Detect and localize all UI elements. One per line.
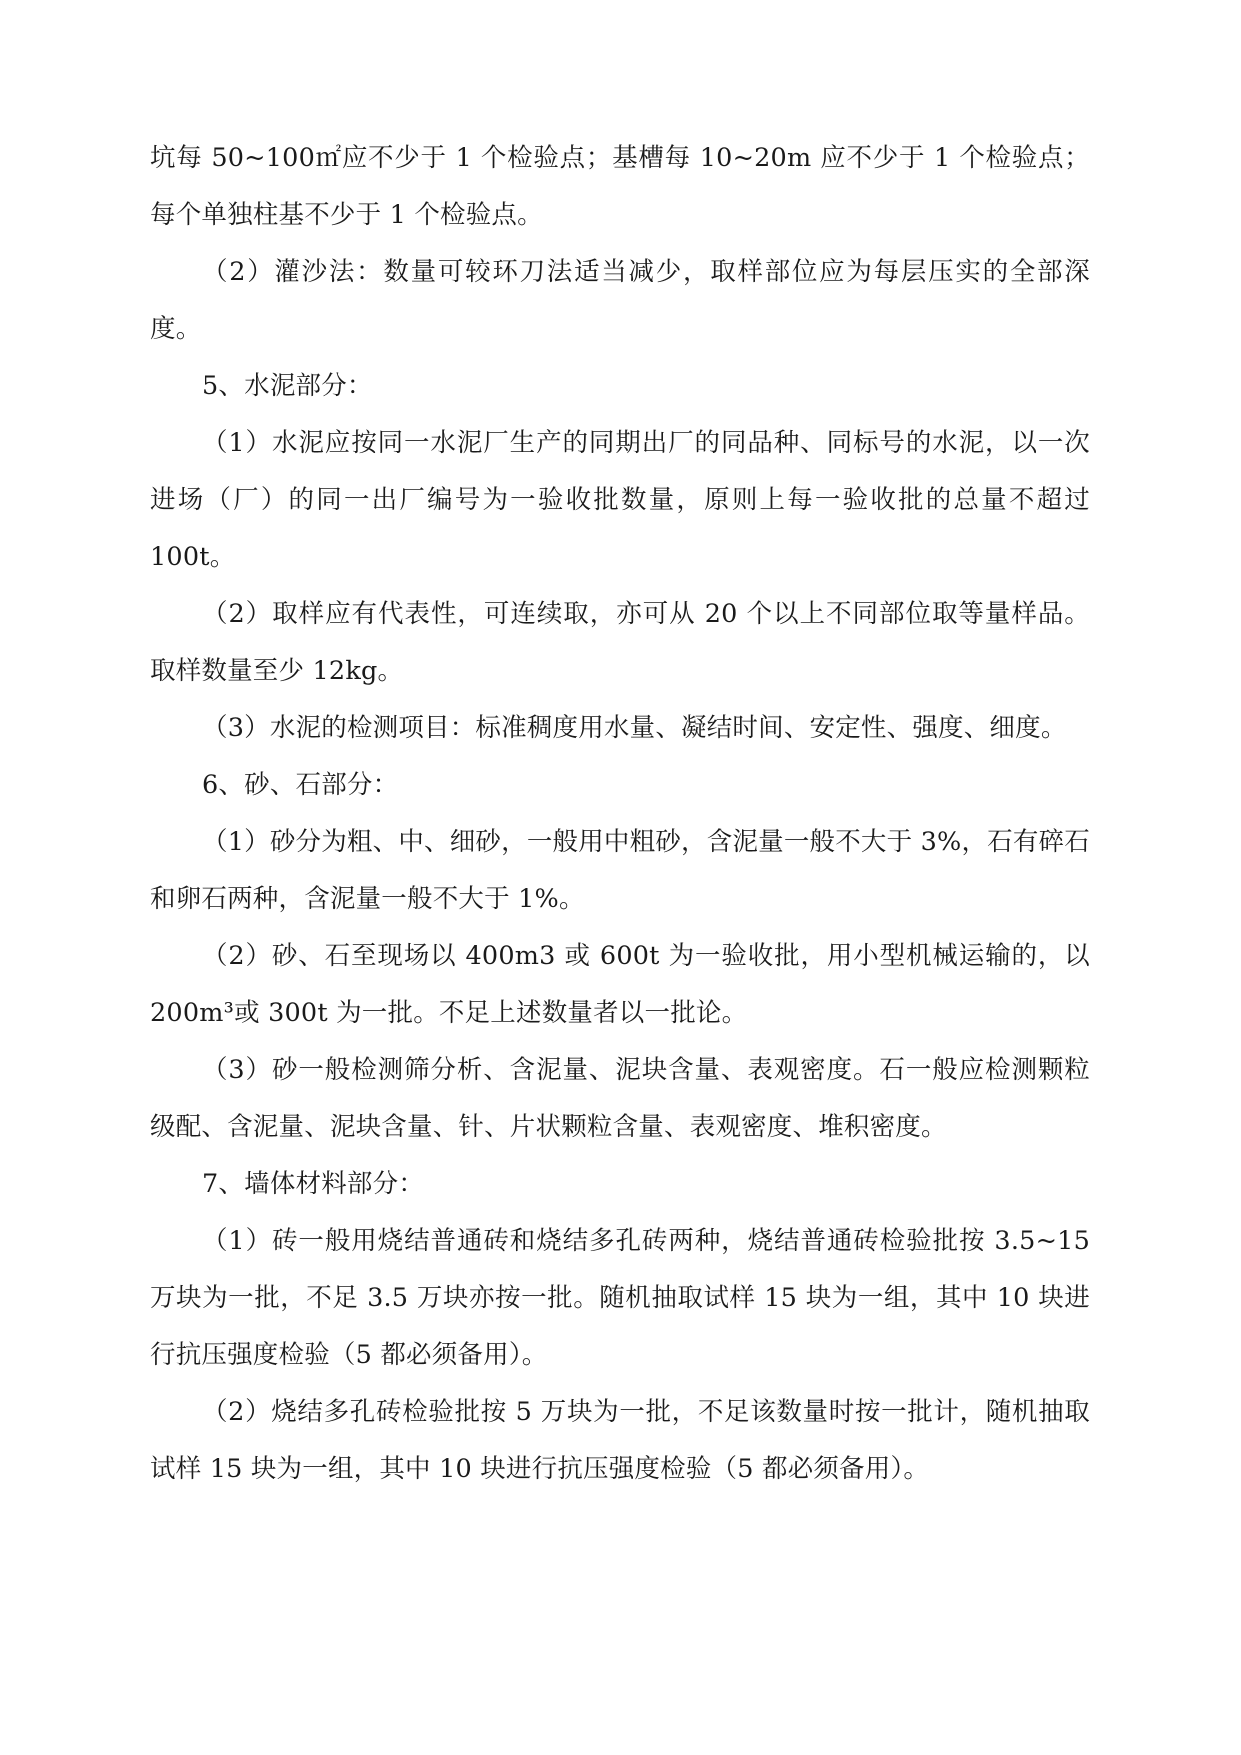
paragraph: 坑每 50~100㎡应不少于 1 个检验点；基槽每 10~20m 应不少于 1 个检验点；每个单独柱基不少于 1 个检验点。: [150, 143, 1090, 230]
paragraph: （2）砂、石至现场以 400m3 或 600t 为一验收批，用小型机械运输的，以 200m³或 300t 为一批。不足上述数量者以一批论。: [150, 941, 1090, 1028]
paragraph: （1）砖一般用烧结普通砖和烧结多孔砖两种，烧结普通砖检验批按 3.5~15 万块为一批，不足 3.5 万块亦按一批。随机抽取试样 15 块为一组，其中 10 块进行抗压强度检验（5 都必须备用）。: [150, 1226, 1090, 1370]
section-heading: 5、水泥部分：: [202, 371, 373, 401]
paragraph: （1）砂分为粗、中、细砂，一般用中粗砂，含泥量一般不大于 3%，石有碎石和卵石两种，含泥量一般不大于 1%。: [150, 827, 1090, 914]
document-body: [150, 130, 1090, 1498]
paragraph: （2）烧结多孔砖检验批按 5 万块为一批，不足该数量时按一批计，随机抽取试样 15 块为一组，其中 10 块进行抗压强度检验（5 都必须备用）。: [150, 1397, 1090, 1484]
paragraph: （1）水泥应按同一水泥厂生产的同期出厂的同品种、同标号的水泥，以一次进场（厂）的同一出厂编号为一验收批数量，原则上每一验收批的总量不超过 100t。: [150, 428, 1090, 572]
paragraph: （2）灌沙法：数量可较环刀法适当减少，取样部位应为每层压实的全部深度。: [150, 257, 1090, 344]
section-heading: 6、砂、石部分：: [202, 770, 399, 800]
paragraph: （3）水泥的检测项目：标准稠度用水量、凝结时间、安定性、强度、细度。: [202, 713, 1067, 743]
section-heading: 7、墙体材料部分：: [202, 1169, 425, 1199]
paragraph: （3）砂一般检测筛分析、含泥量、泥块含量、表观密度。石一般应检测颗粒级配、含泥量、泥块含量、针、片状颗粒含量、表观密度、堆积密度。: [150, 1055, 1090, 1142]
paragraph: （2）取样应有代表性，可连续取，亦可从 20 个以上不同部位取等量样品。取样数量至少 12kg。: [150, 599, 1090, 686]
